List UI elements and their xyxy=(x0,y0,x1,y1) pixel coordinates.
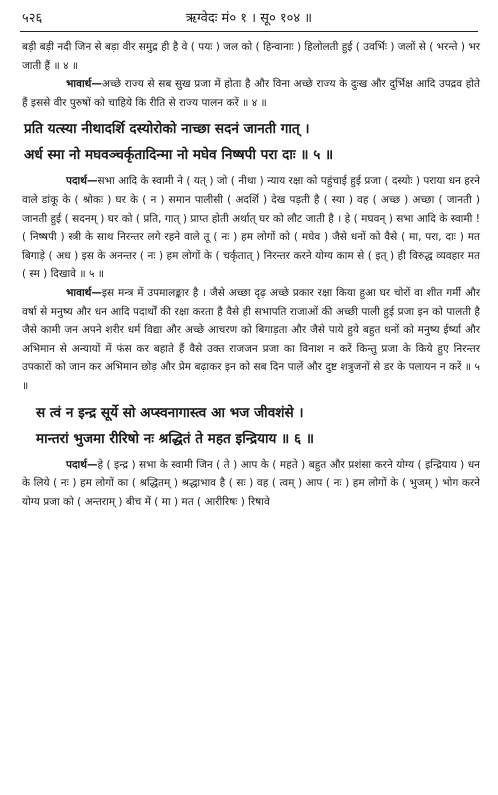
bhavartha-text: इस मन्त्र में उपमालङ्कार है । जैसे अच्छा दृढ़ अच्छे प्रकार रक्षा किया हुआ घर चोरों वा शीत गर्मी और वर्षा से मनुष्य और धन आदि पदार्थों की रक्षा करता है वैसे ही सभापति राजाओं की अच्छी पाली हुई प्रजा इन को पालती है जैसे कामी जन अपने शरीर धर्म विद्या और अच्छे आचरण को बिगाड़ता और जैसे पाये हुये बहुत धनों को मनुष्य ईर्ष्या और अभिमान से अन्यायों में फंस कर बहाते हैं वैसे उक्त राजजन प्रजा का विनाश न करें किन्तु प्रजा के किये हुए निरन्तर उपकारों को जान कर अभिमान छोड़ और प्रेम बढ़ाकर इन को सब दिन पालें और दुष्ट शत्रुजनों से डर के पलायन न करें ॥ ५ ॥ xyxy=(22,286,480,392)
bhavartha-5 xyxy=(22,284,480,396)
padartha-label: पदार्थ— xyxy=(66,458,98,471)
page-body xyxy=(22,38,480,511)
padartha-5 xyxy=(22,172,480,284)
padartha-label: पदार्थ— xyxy=(66,175,98,188)
continued-text: बड़ी बड़ी नदी जिन से बड़ा वीर समुद्र ही है वे ( पयः ) जल को ( हिन्वानाः ) हिलोलती हुई ( उवर्भिः ) जलों से ( भरन्ते ) भर जाती हैं ॥ ४ ॥ xyxy=(22,41,480,72)
bhavartha-text: अच्छे राज्य से सब सुख प्रजा में होता है और विना अच्छे राज्य के दुःख और दुर्भिक्ष आदि उपद्रव होते हैं इससे वीर पुरुषों को चाहिये कि रीति से राज्य पालन करें ॥ ४ ॥ xyxy=(22,78,480,109)
bhavartha-label: भावार्थ— xyxy=(66,78,102,91)
mantra-6-line-2: मान्तरां भुजमा रीरिषो नः श्रद्धितं ते महत इन्द्रियाय ॥ ६ ॥ xyxy=(36,430,314,447)
page-number: ५२६ xyxy=(22,11,43,26)
padartha-text: सभा आदि के स्वामी ने ( यत् ) जो ( नीथा ) न्याय रक्षा को पहुंचाई हुई प्रजा ( दस्योः ) पराया धन हरने वाले डांकू के ( श्रोकः ) घर के ( न ) समान पालीसी ( अदर्शि ) देख पड़ती है ( स्या ) वह ( अच्छ ) अच्छा ( जानती ) जानती हुई ( सदनम् ) घर को ( प्रति, गात् ) प्राप्त होती अर्थात् घर को लौट जाती है । हे ( मघवन् ) सभा आदि के स्वामी ! ( निष्षपी ) स्त्री के साथ निरन्तर लगे रहने वाले तू ( नः ) हम लोगों को ( मघेव ) जैसे धनों को वैसे ( मा, परा, दाः ) मत बिगाड़े ( अध ) इस के अनन्तर ( नः ) हम लोगों के ( चर्कृतात् ) निरन्तर करने योग्य काम से ( इत् ) ही विरुद्ध व्यवहार मत ( स्म ) दिखावे ॥ ५ ॥ xyxy=(22,175,480,281)
header-rule xyxy=(20,31,478,32)
bhavartha-4 xyxy=(22,75,480,112)
page-header xyxy=(22,6,476,28)
padartha-6 xyxy=(22,456,480,512)
mantra-6-line-1: स त्वं न इन्द्र सूर्ये सो अप्स्वनागास्त्व आ भज जीवशंसे । xyxy=(36,404,304,421)
running-head: ऋग्वेदः मं० १ । सू० १०४ ॥ xyxy=(185,11,313,26)
bhavartha-label: भावार्थ— xyxy=(66,286,102,299)
mantra-5-line-1: प्रति यत्स्या नीथादर्शि दस्योरोको नाच्छा सदनं जानती गात् । xyxy=(24,121,310,138)
padartha-text: हे ( इन्द्र ) सभा के स्वामी जिन ( ते ) आप के ( महते ) बहुत और प्रशंसा करने योग्य ( इन्द्रियाय ) धन के लिये ( नः ) हम लोगों का ( श्रद्धितम् ) श्रद्धाभाव है ( सः ) वह ( त्वम् ) आप ( नः ) हम लोगों के ( भुजम् ) भोग करने योग्य प्रजा को ( अन्तराम् ) बीच में ( मा ) मत ( आरीरिषः ) रिषावे xyxy=(22,458,480,508)
mantra-5-line-2: अर्ध स्मा नो मघवञ्चर्कृतादिन्मा नो मघेव निष्षपी परा दाः ॥ ५ ॥ xyxy=(24,147,334,164)
